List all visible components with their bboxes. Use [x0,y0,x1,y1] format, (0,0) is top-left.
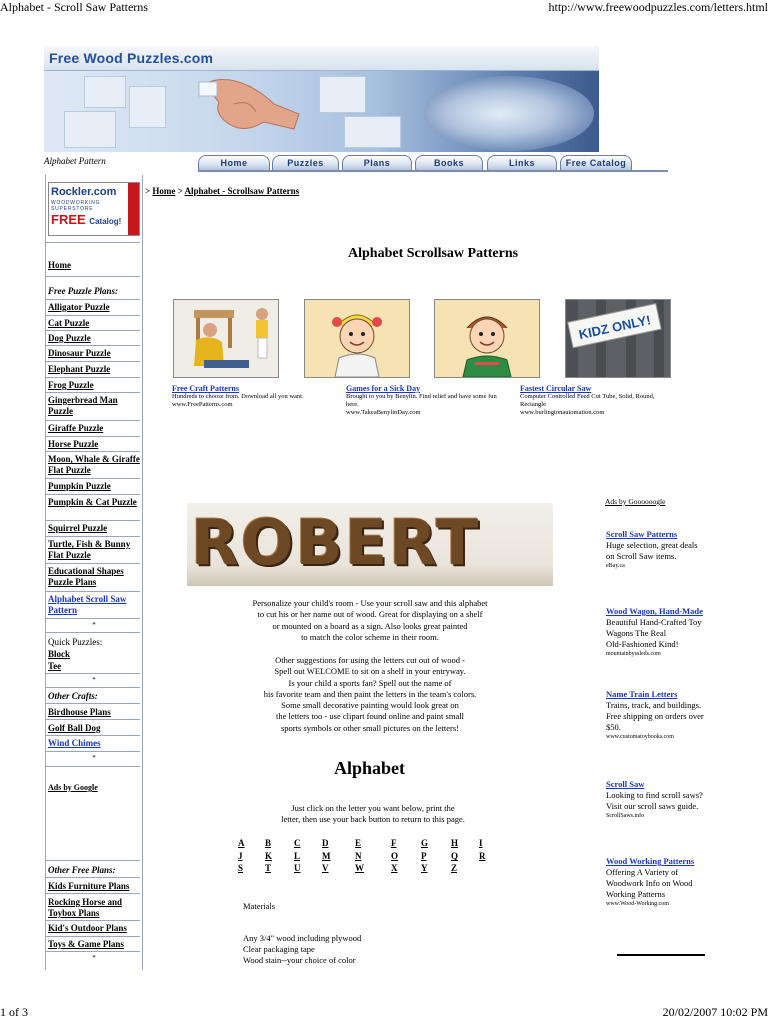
nav-links-button[interactable]: Links [487,155,557,171]
alphabet-letter-link[interactable]: K [265,851,273,861]
alphabet-letter-link[interactable]: S [238,863,244,873]
breadcrumb-home[interactable]: Home [152,186,176,196]
ad-line: Offering A Variety of [606,867,679,877]
sidebar-puzzle-link[interactable]: Dog Puzzle [48,333,91,343]
sidebar-divider [46,451,140,452]
rockler-free: FREE [51,212,86,227]
alphabet-letter-link[interactable]: C [294,838,301,848]
alphabet-letter-link[interactable]: B [265,838,272,848]
sidebar-divider [46,315,140,316]
sidebar-divider [46,345,140,346]
document-title: Alphabet - Scroll Saw Patterns [0,0,148,14]
plan-toys-games[interactable]: Toys & Game Plans [48,939,124,949]
cartoon-girl-image [305,300,409,377]
alphabet-letter-link[interactable]: D [322,838,329,848]
ad-line: Visit our scroll saws guide. [606,801,699,811]
sidebar-divider [46,536,140,537]
sidebar-divider [46,673,140,674]
other-free-plans-heading: Other Free Plans: [48,865,116,875]
google-ad-link[interactable]: Scroll Saw Patterns [606,529,678,539]
print-datetime: 20/02/2007 10:02 PM [662,1005,768,1019]
paragraph-line: Is your child a sports fan? Spell out the name of [288,677,452,688]
other-crafts-heading: Other Crafts: [48,691,98,701]
banner-title-bar [44,46,599,71]
craft-golf-ball-dog[interactable]: Golf Ball Dog [48,723,101,733]
paragraph-line: sports symbols or other small pictures on the letters! [281,722,459,733]
alphabet-letter-link[interactable]: W [355,863,364,873]
ad-circular-saw-link[interactable]: Fastest Circular Saw [520,384,592,393]
google-ad-text [606,867,716,900]
page-counter: 1 of 3 [0,1005,28,1019]
instruction-line: letter, then use your back button to return to this page. [281,814,465,824]
craft-birdhouse[interactable]: Birdhouse Plans [48,707,111,717]
ad-line: Huge selection, great deals [606,540,698,550]
cartoon-boy-image [435,300,539,377]
material-item: Wood stain--your choice of color [243,955,356,965]
sidebar-divider [46,735,140,736]
ads-divider [617,954,705,956]
nav-underline [198,170,668,172]
alphabet-letter-link[interactable]: L [294,851,301,861]
ad-games-sick-day-link[interactable]: Games for a Sick Day [346,384,421,393]
ad-line: Trains, track, and buildings. [606,700,702,710]
sign-thumbnail[interactable] [565,299,671,378]
nav-home-button[interactable]: Home [198,155,270,171]
ad-line: Woodwork Info on Wood [606,878,693,888]
rockler-logo-text: Rockler.com [51,186,117,198]
page-label: Alphabet Pattern [44,156,106,166]
alphabet-letter-link[interactable]: X [391,863,398,873]
sidebar-divider [46,591,140,592]
sidebar-ads-by-google[interactable]: Ads by Google [48,783,98,792]
alphabet-letter-link[interactable]: I [479,838,483,848]
separator-star: * [92,954,96,962]
sidebar-puzzle-link[interactable]: Alphabet Scroll Saw Pattern [48,594,127,615]
google-ad-url: eBay.ca [606,563,625,569]
google-ad-text [606,790,716,812]
breadcrumb-separator: > [177,186,183,196]
alphabet-letter-link[interactable]: J [238,851,243,861]
quick-puzzle-block[interactable]: Block [48,649,71,659]
sidebar-puzzle-link[interactable]: Gingerbread Man Puzzle [48,395,118,416]
alphabet-letter-link[interactable]: N [355,851,362,861]
sidebar-divider [46,377,140,378]
plan-rocking-horse[interactable]: Rocking Horse and Toybox Plans [48,897,123,918]
ad-line: Free shipping on orders over [606,711,704,721]
alphabet-letter-link[interactable]: O [391,851,399,861]
ad-games-sick-day-text [346,393,511,417]
paragraph-line: Personalize your child's room - Use your scroll saw and this alphabet [252,598,488,608]
game-thumbnail-girl[interactable] [304,299,410,378]
ad-url: www.FreePatterns.com [172,401,233,408]
sidebar-divider [46,936,140,937]
paragraph-line: Other suggestions for using the letters cut out of wood - [275,655,465,665]
breadcrumb-current[interactable]: Alphabet - Scrollsaw Patterns [184,186,300,196]
alphabet-letter-link[interactable]: G [421,838,429,848]
sidebar-puzzle-link[interactable]: Educational Shapes Puzzle Plans [48,566,124,587]
paragraph-line: the letters too - use clipart found online and paint small [276,711,464,722]
google-ad-link[interactable]: Name Train Letters [606,689,678,699]
kidz-only-text: KIDZ ONLY! [577,312,653,343]
sidebar-divider [46,951,140,952]
document-url: http://www.freewoodpuzzles.com/letters.html [548,0,768,14]
alphabet-instructions [262,803,484,825]
ad-line: Old-Fashioned Kind! [606,639,679,649]
sidebar-divider [46,877,140,878]
material-item: Any 3/4" wood including plywood [243,933,362,943]
rockler-tagline: WOODWORKING SUPERSTORE [51,200,101,212]
nav-puzzles-button[interactable]: Puzzles [272,155,339,171]
google-ads-heading[interactable]: Ads by Goooooogle [605,497,666,506]
father-child-photo [174,300,278,377]
sidebar-divider [46,420,140,421]
sidebar-divider [46,860,140,861]
game-thumbnail-boy[interactable] [434,299,540,378]
google-ad-text [606,540,716,562]
alphabet-letter-link[interactable]: T [265,863,272,873]
ad-free-craft-patterns-text [172,393,332,409]
alphabet-letter-link[interactable]: A [238,838,245,848]
paragraph-line: his favorite team and then paint the letters in the team's colors. [263,688,477,699]
sidebar-puzzle-link[interactable]: Horse Puzzle [48,439,99,449]
ad-circular-saw-text [520,393,670,417]
site-banner[interactable] [44,46,599,152]
google-ad-text [606,700,716,733]
sidebar-puzzle-link[interactable]: Moon, Whale & Giraffe Flat Puzzle [48,454,140,475]
sidebar-divider [46,436,140,437]
free-puzzle-plans-heading: Free Puzzle Plans: [48,286,119,296]
quick-puzzle-tee[interactable]: Tee [48,661,62,671]
nav-plans-button[interactable]: Plans [342,155,412,171]
rockler-strip [128,183,139,235]
sidebar-puzzle-link[interactable]: Dinosaur Puzzle [48,348,111,358]
ad-body: Brought to you by Benylin. Find relief and have some fun here. [346,393,497,408]
paragraph-line: to cut his or her name out of wood. Great for displaying on a shelf [257,609,483,620]
alphabet-heading: Alphabet [334,758,406,778]
sidebar-divider [46,687,140,688]
site-title: Free Wood Puzzles.com [49,50,214,66]
ad-line: Beautiful Hand-Crafted Toy [606,617,702,627]
kidz-only-sign-image [566,300,670,377]
sidebar-divider [46,920,140,921]
material-item: Clear packaging tape [243,944,315,954]
nav-free-catalog-button[interactable]: Free Catalog [560,155,632,171]
alphabet-letter-link[interactable]: Y [421,863,428,873]
alphabet-letter-link[interactable]: F [391,838,397,848]
ad-url: www.burlingtonautomation.com [520,409,605,416]
plan-kids-outdoor[interactable]: Kid's Outdoor Plans [48,923,127,933]
sidebar-divider [46,618,140,619]
ad-line: on Scroll Saw items. [606,551,677,561]
alphabet-letter-link[interactable]: M [322,851,331,861]
sidebar-puzzle-link[interactable]: Frog Puzzle [48,380,94,390]
google-ad-url: ScrollSaws.info [606,813,645,819]
separator-star: * [92,621,96,629]
ad-body: Hundreds to choose from. Download all you want. [172,393,304,400]
ad-line: Wagons The Real [606,628,667,638]
sidebar-divider [46,632,140,633]
sidebar-divider [46,242,140,243]
globe-image [424,76,594,151]
alphabet-letter-link[interactable]: H [451,838,459,848]
sidebar-divider [46,276,140,277]
sidebar-puzzle-link[interactable]: Turtle, Fish & Bunny Flat Puzzle [48,539,131,560]
sidebar-puzzle-link[interactable]: Giraffe Puzzle [48,423,104,433]
separator-star: * [92,676,96,684]
plan-kids-furniture[interactable]: Kids Furniture Plans [48,881,130,891]
suggestions-paragraph [222,655,518,734]
separator-star: * [92,754,96,762]
quick-puzzles-heading: Quick Puzzles: [48,637,103,647]
hand-image [194,74,304,144]
sidebar-divider [46,299,140,300]
rockler-ad[interactable] [48,182,140,236]
sidebar-puzzle-link[interactable]: Elephant Puzzle [48,364,111,374]
sidebar-home-link[interactable]: Home [48,260,71,270]
materials-heading: Materials [243,901,276,911]
sidebar-divider [46,563,140,564]
alphabet-letter-link[interactable]: U [294,863,301,873]
ad-line: Looking to find scroll saws? [606,790,703,800]
breadcrumb-separator: > [145,186,151,196]
google-ad-link[interactable]: Wood Working Patterns [606,856,695,866]
sidebar-divider [46,893,140,894]
craft-wind-chimes[interactable]: Wind Chimes [48,738,101,748]
ad-body: Computer Controlled Feed Cut Tube, Solid, Round, Rectangle [520,393,655,408]
sidebar-divider [46,766,140,767]
alphabet-letter-link[interactable]: Q [451,851,459,861]
ad-free-craft-patterns-link[interactable]: Free Craft Patterns [172,384,239,393]
sidebar-puzzle-link[interactable]: Squirrel Puzzle [48,523,108,533]
robert-wooden-letters-image [187,503,553,586]
alphabet-letter-link[interactable]: Z [451,863,458,873]
instruction-line: Just click on the letter you want below, print the [291,803,455,813]
sidebar-divider [46,703,140,704]
paragraph-line: Some small decorative painting would look great on [281,700,459,711]
sidebar-divider [46,520,140,521]
alphabet-letter-link[interactable]: R [479,851,486,861]
paragraph-line: or mounted on a board as a sign. Also looks great painted [272,620,468,631]
paragraph-line: Spell out WELCOME to sit on a shelf in your entryway. [274,666,466,677]
sidebar-divider [46,330,140,331]
google-ad-url: www.customatoybooks.com [606,734,674,740]
alphabet-letter-link[interactable]: E [355,838,362,848]
alphabet-letter-link[interactable]: P [421,851,427,861]
google-ad-link[interactable]: Wood Wagon, Hand-Made [606,606,703,616]
craft-photo-thumbnail[interactable] [173,299,279,378]
ad-line: $50. [606,722,621,732]
sidebar-puzzle-link[interactable]: Pumpkin & Cat Puzzle [48,497,137,507]
sidebar-divider [46,361,140,362]
sidebar-divider [46,478,140,479]
paragraph-line: to match the color scheme in their room. [301,631,439,642]
google-ad-text [606,617,716,650]
sidebar-divider [46,751,140,752]
sidebar-divider [46,494,140,495]
ad-url: www.TakeaBenylinDay.com [346,409,421,416]
sidebar-puzzle-link[interactable]: Pumpkin Puzzle [48,481,111,491]
sidebar-divider [46,719,140,720]
breadcrumb [145,186,299,196]
page-title: Alphabet Scrollsaw Patterns [348,246,519,261]
rockler-catalog: Catalog! [89,217,122,226]
google-ad-url: www.Wood-Working.com [606,901,669,907]
sidebar-puzzle-link[interactable]: Alligator Puzzle [48,302,110,312]
alphabet-letter-link[interactable]: V [322,863,329,873]
robert-letters: ROBERT [191,506,481,579]
sidebar-divider [46,392,140,393]
nav-books-button[interactable]: Books [415,155,483,171]
ad-line: Working Patterns [606,889,666,899]
google-ad-link[interactable]: Scroll Saw [606,779,645,789]
google-ad-url: mountainbyssleds.com [606,651,661,657]
intro-paragraph [222,598,518,643]
sidebar-puzzle-link[interactable]: Cat Puzzle [48,318,90,328]
